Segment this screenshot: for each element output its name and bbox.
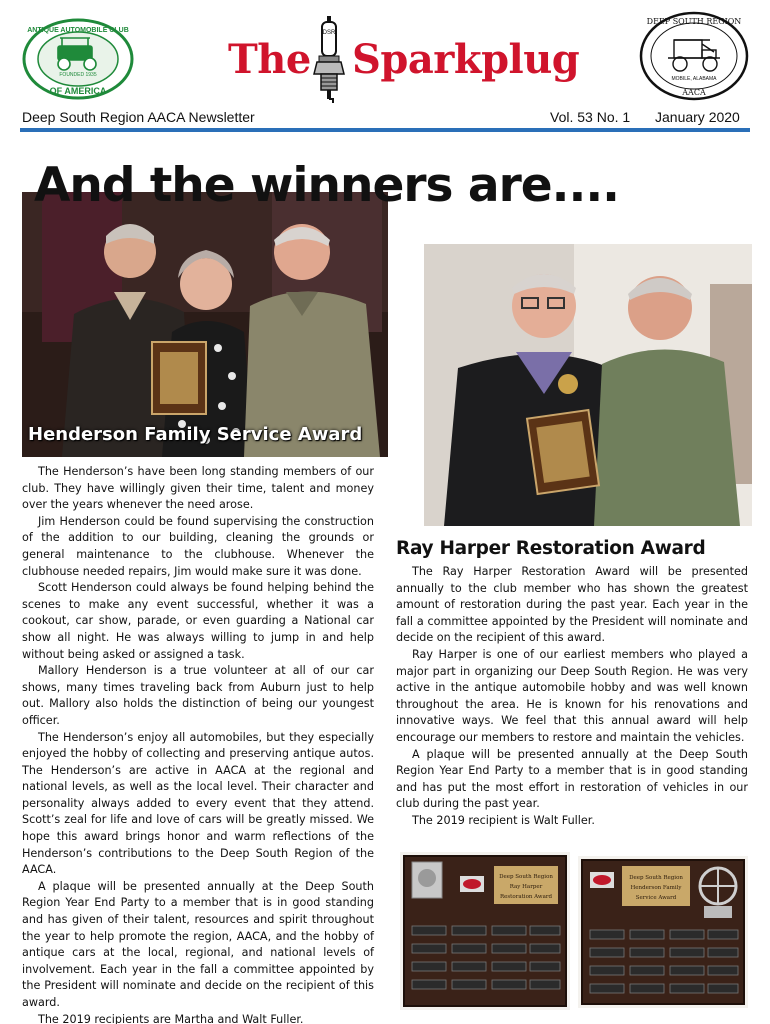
plaque-line1: Deep South Region [629,875,683,881]
plaque-line2: Ray Harper [509,884,543,890]
henderson-photo-caption: Henderson Family Service Award [28,424,363,445]
volume-number: Vol. 53 No. 1 [550,109,631,125]
article-paragraph: The Henderson’s have been long standing members of our club. They have willingly given their time, talent and money over the years whenever the need arose. [22,465,374,512]
article-paragraph: The Henderson’s enjoy all automobiles, but they especially enjoyed the hobby of collecting and preserving antique autos. The Henderson’s are active in AACA at the regional and national levels, as well as the local level. Their character and personality always added to every event that they attend. Scott’s zeal for life and love of cars will be greatly missed. We hope this award brings honor and warm reflections of the Henderson’s contributions to the Deep South Region of the AACA. [22,730,374,877]
masthead-title-the: The [228,36,311,83]
plaque-line1: Deep South Region [499,874,553,880]
aaca-logo [22,18,134,100]
plaque-line3: Service Award [635,895,677,901]
article-paragraph: Jim Henderson could be found supervising the construction of the addition to our building, cleaning the grounds or general maintenance to the clubhouse. Whenever the clubhouse needed repairs, Jim would make sure it was done. [22,514,374,578]
newsletter-subtitle: Deep South Region AACA Newsletter [22,109,255,125]
page-headline: And the winners are.... [34,158,620,213]
article-paragraph: The Ray Harper Restoration Award will be presented annually to the club member who has shown the greatest amount of restoration during the past year. Each year in the fall a committee appointed by the President will nominate and decide on the recipient of this award. [396,565,748,645]
issue-date: January 2020 [655,109,740,125]
henderson-article [22,464,374,1024]
ray-harper-award-photo [424,244,752,526]
plaque-line2: Henderson Family [630,885,682,891]
article-paragraph: The 2019 recipients are Martha and Walt Fuller. [38,1012,304,1024]
article-paragraph: Scott Henderson could always be found helping behind the scenes to make any event successful, whether it was a cookout, car show, parade, or even guarding a National car show all night. He was always willing to jump in and help without being asked or assigned a task. [22,581,374,661]
sparkplug-icon [311,16,347,104]
dsr-logo-city: MOBILE, ALABAMA [671,76,717,82]
dsr-logo-top-text: DEEP SOUTH REGION [646,17,742,26]
aaca-logo-year-text: FOUNDED 1935 [59,72,97,78]
masthead-title-sparkplug: Sparkplug [352,36,580,83]
restoration-award-plaque [400,852,570,1010]
masthead-rule [20,128,750,132]
article-paragraph: Mallory Henderson is a true volunteer at all of our car shows, many times traveling back from Auburn just to help out. Mallory also holds the distinction of being our youngest officer. [22,664,374,727]
service-award-plaque [578,856,748,1008]
article-paragraph: A plaque will be presented annually at the Deep South Region Year End Party to a member that is in good standing and has given of their talent, resources and spirit throughout the year to help promote the region, AACA, and the hobby of antique cars at the local, regional, and national levels of involvement. Each year in the fall a committee appointed by the President will nominate and decide on the recipient of this award. [22,879,374,1009]
aaca-logo-top-text: ANTIQUE AUTOMOBILE CLUB [27,27,129,34]
article-paragraph: The 2019 recipient is Walt Fuller. [412,813,595,827]
ray-harper-article [396,564,748,830]
henderson-award-photo [22,192,388,457]
deep-south-region-logo [638,10,750,102]
ray-harper-heading: Ray Harper Restoration Award [396,538,706,559]
article-paragraph: A plaque will be presented annually at the Deep South Region Year End Party to a member that is in good standing and has put the most effort in restoration of vehicles in our club during the past year. [396,747,748,811]
sparkplug-letters: DSR [322,30,336,36]
plaque-line3: Restoration Award [499,894,553,900]
article-paragraph: Ray Harper is one of our earliest members who played a major part in organizing our Deep South Region. He was very active in the antique automobile hobby and was well known throughout the area. He is known for his renovations and innovative ways. We feel that this annual award will help encourage our members to restore and maintain the vehicles. [396,647,748,744]
aaca-logo-bottom-text: OF AMERICA [49,86,107,96]
dsr-logo-bottom-text: AACA [682,88,706,97]
